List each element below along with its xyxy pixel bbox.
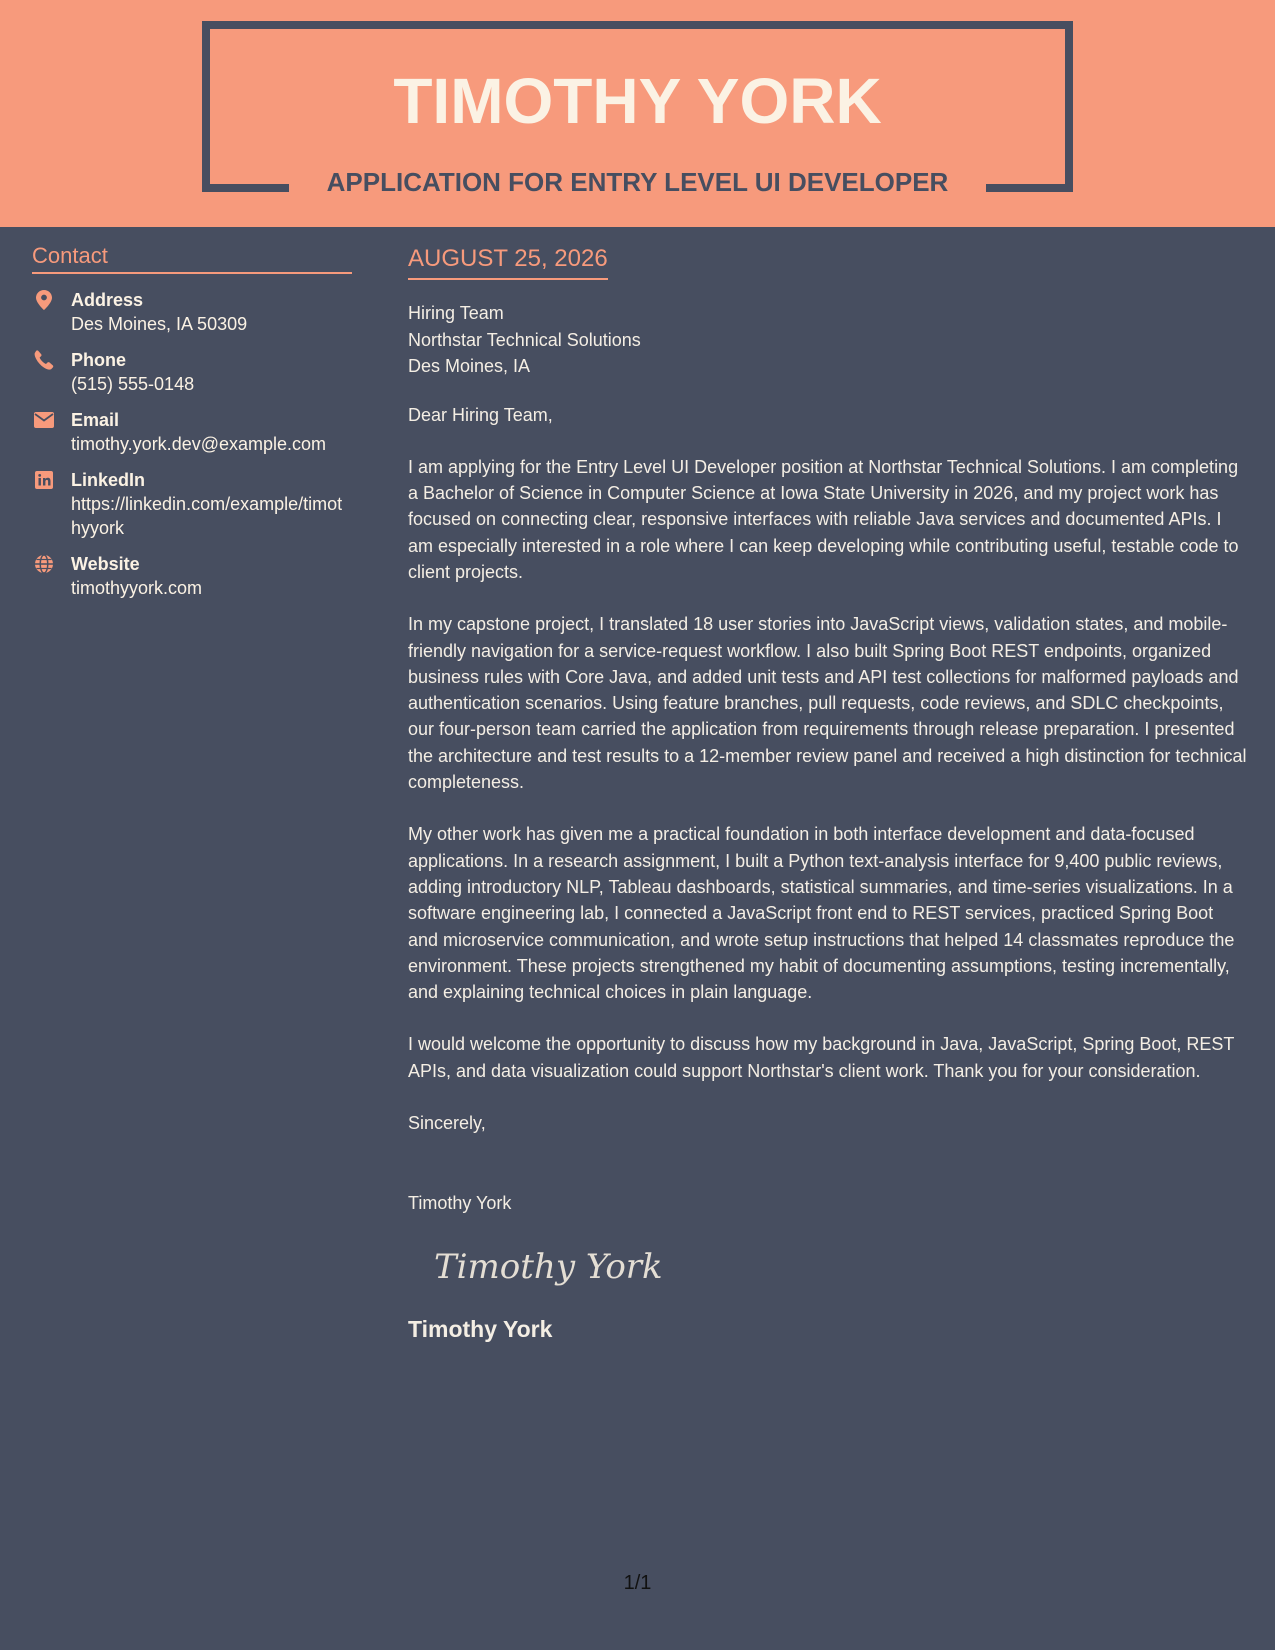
body-paragraph: In my capstone project, I translated 18 user stories into JavaScript views, validation states, and mobile-friendly navigation for a service-request workflow. I also built Spring Boot REST endpoints, organized business rules with Core Java, and added unit tests and API test collections for malformed payloads and authentication scenarios. Using feature branches, pull requests, code reviews, and SDLC checkpoints, our four-person team carried the application from requirements through release preparation. I presented the architecture and test results to a 12-member review panel and received a high distinction for technical completeness. — [408, 614, 1247, 793]
map-pin-icon — [34, 290, 54, 310]
letter-date: AUGUST 25, 2026 — [408, 244, 608, 280]
contact-value: (515) 555-0148 — [71, 374, 195, 394]
recipient-line: Northstar Technical Solutions — [408, 329, 641, 350]
body-paragraph: My other work has given me a practical foundation in both interface development and data-focused applications. In a research assignment, I built a Python text-analysis interface for 9,400 public reviews, adding introductory NLP, Tableau dashboards, statistical summaries, and time-series visualizations. In a software engineering lab, I connected a JavaScript front end to REST services, practiced Spring Boot and microservice communication, and wrote setup instructions that helped 14 classmates reproduce the environment. These projects strengthened my habit of documenting assumptions, testing incrementally, and explaining technical choices in plain language. — [408, 824, 1235, 1003]
contact-label: Phone — [71, 350, 127, 370]
handwritten-signature — [432, 1236, 1248, 1296]
contact-item-address — [32, 288, 352, 336]
contact-item-website — [32, 552, 352, 600]
applicant-name: TIMOTHY YORK — [393, 65, 882, 137]
page-number: 1/1 — [623, 1572, 652, 1594]
envelope-icon — [34, 410, 54, 430]
contact-value: Des Moines, IA 50309 — [71, 314, 248, 334]
contact-label: LinkedIn — [71, 470, 146, 490]
recipient-line: Hiring Team — [408, 303, 504, 323]
contact-value: timothyyork.com — [71, 578, 203, 598]
svg-text:Timothy York: Timothy York — [434, 1247, 663, 1288]
globe-icon — [34, 554, 54, 574]
phone-icon — [34, 350, 54, 370]
contact-item-linkedin — [32, 468, 352, 540]
contact-label: Email — [71, 410, 120, 430]
closing: Sincerely, — [408, 1113, 486, 1134]
linkedin-icon — [34, 470, 54, 490]
contact-item-phone — [32, 348, 352, 396]
header-banner — [0, 0, 1275, 227]
letter-body — [408, 244, 1248, 1344]
signer-name-bold: Timothy York — [408, 1316, 553, 1343]
recipient-line: Des Moines, IA — [408, 356, 531, 376]
contact-value: timothy.york.dev@example.com — [71, 434, 327, 454]
application-title: APPLICATION FOR ENTRY LEVEL UI DEVELOPER — [326, 167, 949, 197]
signer-name: Timothy York — [408, 1193, 512, 1214]
recipient-block — [408, 300, 1248, 380]
contact-value: https://linkedin.com/example/timothyyork — [71, 494, 343, 538]
contact-heading: Contact — [32, 242, 352, 274]
body-paragraph: I am applying for the Entry Level UI Developer position at Northstar Technical Solutions. I am completing a Bachelor of Science in Computer Science at Iowa State University in 2026, and my project work has focused on connecting clear, responsive interfaces with reliable Java services and documented APIs. I am especially interested in a role where I can keep developing while contributing useful, testable code to client projects. — [408, 456, 1239, 582]
salutation: Dear Hiring Team, — [408, 404, 553, 425]
contact-label: Address — [71, 290, 144, 310]
contact-sidebar — [32, 242, 352, 612]
body-paragraph: I would welcome the opportunity to discuss how my background in Java, JavaScript, Spring Boot, REST APIs, and data visualization could support Northstar's client work. Thank you for your consideration. — [408, 1034, 1235, 1081]
contact-item-email — [32, 408, 352, 456]
contact-label: Website — [71, 554, 140, 574]
